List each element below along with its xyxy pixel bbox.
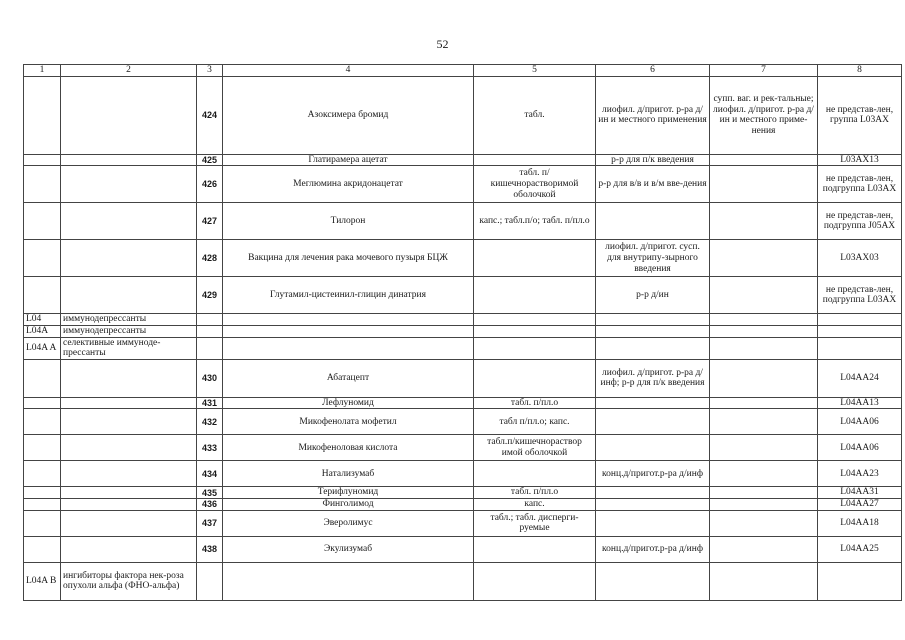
form-col7-cell <box>710 314 818 326</box>
table-row <box>24 325 902 337</box>
group-name-cell: ингибиторы фактора нек-роза опухоли альфа (ФНО-альфа) <box>61 562 197 600</box>
form-col5-cell: капс. <box>474 499 596 511</box>
group-name-cell <box>61 536 197 562</box>
form-col6-cell: конц.д/пригот.р-ра д/инф <box>596 461 710 487</box>
group-name-cell <box>61 203 197 240</box>
drug-name-cell: Лефлуномид <box>223 397 474 409</box>
group-name-cell <box>61 461 197 487</box>
table-header-row <box>24 65 902 77</box>
form-col6-cell <box>596 397 710 409</box>
form-col5-cell <box>474 461 596 487</box>
drug-name-cell: Азоксимера бромид <box>223 76 474 154</box>
form-col6-cell: р-р д/ин <box>596 277 710 314</box>
group-name-cell <box>61 154 197 166</box>
atc-note-cell: L04AA31 <box>818 487 902 499</box>
item-number-cell: 427 <box>197 203 223 240</box>
form-col5-cell <box>474 337 596 359</box>
atc-code-cell <box>24 397 61 409</box>
form-col5-cell: табл.п/кишечнораствор имой оболочкой <box>474 435 596 461</box>
atc-code-cell <box>24 409 61 435</box>
form-col7-cell <box>710 203 818 240</box>
group-name-cell <box>61 359 197 397</box>
item-number-cell <box>197 562 223 600</box>
form-col5-cell <box>474 314 596 326</box>
item-number-cell: 429 <box>197 277 223 314</box>
drug-name-cell <box>223 337 474 359</box>
atc-note-cell <box>818 337 902 359</box>
table-row <box>24 397 902 409</box>
form-col5-cell <box>474 562 596 600</box>
atc-note-cell: L03AX13 <box>818 154 902 166</box>
atc-code-cell <box>24 166 61 203</box>
form-col5-cell: табл. п/кишечнорастворимой оболочкой <box>474 166 596 203</box>
group-name-cell: иммунодепрессанты <box>61 325 197 337</box>
atc-code-cell <box>24 359 61 397</box>
header-cell-7: 7 <box>710 65 818 77</box>
group-name-cell <box>61 510 197 536</box>
form-col7-cell <box>710 359 818 397</box>
form-col7-cell <box>710 536 818 562</box>
group-name-cell <box>61 435 197 461</box>
atc-note-cell: не представ-лен, подгруппа L03AX <box>818 166 902 203</box>
table-row <box>24 499 902 511</box>
atc-code-cell <box>24 277 61 314</box>
form-col6-cell <box>596 314 710 326</box>
drug-name-cell: Микофенолата мофетил <box>223 409 474 435</box>
drug-name-cell: Натализумаб <box>223 461 474 487</box>
item-number-cell <box>197 325 223 337</box>
drug-name-cell: Меглюмина акридонацетат <box>223 166 474 203</box>
item-number-cell <box>197 314 223 326</box>
group-name-cell <box>61 76 197 154</box>
form-col5-cell <box>474 240 596 277</box>
form-col5-cell: капс.; табл.п/о; табл. п/пл.о <box>474 203 596 240</box>
header-cell-2: 2 <box>61 65 197 77</box>
form-col6-cell <box>596 487 710 499</box>
drug-name-cell: Глатирамера ацетат <box>223 154 474 166</box>
table-row <box>24 166 902 203</box>
form-col5-cell <box>474 277 596 314</box>
form-col7-cell <box>710 325 818 337</box>
item-number-cell: 434 <box>197 461 223 487</box>
atc-note-cell: L04AA18 <box>818 510 902 536</box>
table-row <box>24 277 902 314</box>
form-col7-cell <box>710 409 818 435</box>
header-cell-5: 5 <box>474 65 596 77</box>
atc-note-cell <box>818 562 902 600</box>
drug-name-cell: Финголимод <box>223 499 474 511</box>
table-row <box>24 76 902 154</box>
form-col7-cell <box>710 510 818 536</box>
form-col6-cell <box>596 435 710 461</box>
atc-code-cell <box>24 154 61 166</box>
form-col6-cell: р-р для в/в и в/м вве-дения <box>596 166 710 203</box>
group-name-cell <box>61 277 197 314</box>
form-col7-cell <box>710 499 818 511</box>
table-row <box>24 536 902 562</box>
item-number-cell: 435 <box>197 487 223 499</box>
table-row <box>24 461 902 487</box>
form-col6-cell: лиофил. д/пригот. сусп. для внутрипу-зырного введения <box>596 240 710 277</box>
item-number-cell: 432 <box>197 409 223 435</box>
drug-name-cell <box>223 314 474 326</box>
item-number-cell: 431 <box>197 397 223 409</box>
group-name-cell <box>61 397 197 409</box>
header-cell-8: 8 <box>818 65 902 77</box>
atc-note-cell: не представ-лен, подгруппа L03AX <box>818 277 902 314</box>
form-col5-cell: табл. п/пл.о <box>474 397 596 409</box>
table-row <box>24 487 902 499</box>
atc-code-cell <box>24 536 61 562</box>
form-col7-cell <box>710 397 818 409</box>
item-number-cell <box>197 337 223 359</box>
item-number-cell: 433 <box>197 435 223 461</box>
atc-note-cell: L03AX03 <box>818 240 902 277</box>
form-col5-cell: табл. <box>474 76 596 154</box>
table-row <box>24 435 902 461</box>
form-col7-cell <box>710 337 818 359</box>
form-col7-cell <box>710 461 818 487</box>
atc-code-cell <box>24 499 61 511</box>
atc-note-cell: L04AA06 <box>818 409 902 435</box>
form-col7-cell <box>710 277 818 314</box>
table-row <box>24 337 902 359</box>
form-col5-cell: табл п/пл.о; капс. <box>474 409 596 435</box>
form-col6-cell <box>596 203 710 240</box>
table-row <box>24 510 902 536</box>
form-col5-cell <box>474 536 596 562</box>
form-col5-cell: табл. п/пл.о <box>474 487 596 499</box>
item-number-cell: 428 <box>197 240 223 277</box>
form-col5-cell <box>474 154 596 166</box>
item-number-cell: 430 <box>197 359 223 397</box>
table-row <box>24 154 902 166</box>
group-name-cell <box>61 487 197 499</box>
form-col6-cell <box>596 325 710 337</box>
drug-name-cell: Глутамил-цистеинил-глицин динатрия <box>223 277 474 314</box>
table-row <box>24 240 902 277</box>
drug-name-cell: Эверолимус <box>223 510 474 536</box>
table-row <box>24 359 902 397</box>
atc-note-cell: не представ-лен, подгруппа J05AX <box>818 203 902 240</box>
form-col6-cell: лиофил. д/пригот. р-ра д/инф; р-р для п/к введения <box>596 359 710 397</box>
group-name-cell <box>61 499 197 511</box>
form-col6-cell <box>596 562 710 600</box>
group-name-cell <box>61 409 197 435</box>
item-number-cell: 426 <box>197 166 223 203</box>
drug-list-table <box>23 64 902 601</box>
atc-code-cell <box>24 435 61 461</box>
group-name-cell: селективные иммуноде-прессанты <box>61 337 197 359</box>
atc-note-cell: L04AA25 <box>818 536 902 562</box>
drug-name-cell: Вакцина для лечения рака мочевого пузыря БЦЖ <box>223 240 474 277</box>
form-col6-cell: лиофил. д/пригот. р-ра д/ин и местного применения <box>596 76 710 154</box>
form-col5-cell <box>474 325 596 337</box>
header-cell-4: 4 <box>223 65 474 77</box>
drug-name-cell: Микофеноловая кислота <box>223 435 474 461</box>
table-row <box>24 562 902 600</box>
drug-name-cell: Тилорон <box>223 203 474 240</box>
group-name-cell <box>61 240 197 277</box>
atc-code-cell <box>24 487 61 499</box>
form-col7-cell <box>710 166 818 203</box>
atc-note-cell <box>818 325 902 337</box>
form-col7-cell <box>710 435 818 461</box>
group-name-cell <box>61 166 197 203</box>
item-number-cell: 436 <box>197 499 223 511</box>
drug-name-cell: Экулизумаб <box>223 536 474 562</box>
drug-name-cell <box>223 562 474 600</box>
atc-code-cell: L04A A <box>24 337 61 359</box>
atc-code-cell <box>24 461 61 487</box>
form-col6-cell <box>596 409 710 435</box>
item-number-cell: 425 <box>197 154 223 166</box>
atc-code-cell <box>24 203 61 240</box>
form-col7-cell <box>710 487 818 499</box>
atc-note-cell: L04AA13 <box>818 397 902 409</box>
atc-code-cell <box>24 510 61 536</box>
drug-name-cell: Абатацепт <box>223 359 474 397</box>
form-col6-cell <box>596 510 710 536</box>
group-name-cell: иммунодепрессанты <box>61 314 197 326</box>
header-cell-6: 6 <box>596 65 710 77</box>
form-col7-cell <box>710 154 818 166</box>
header-cell-1: 1 <box>24 65 61 77</box>
form-col6-cell <box>596 499 710 511</box>
table-row <box>24 409 902 435</box>
table-row <box>24 314 902 326</box>
drug-name-cell <box>223 325 474 337</box>
form-col5-cell: табл.; табл. дисперги-руемые <box>474 510 596 536</box>
form-col6-cell <box>596 337 710 359</box>
form-col6-cell: р-р для п/к введения <box>596 154 710 166</box>
drug-name-cell: Терифлуномид <box>223 487 474 499</box>
atc-code-cell: L04 <box>24 314 61 326</box>
atc-note-cell <box>818 314 902 326</box>
form-col5-cell <box>474 359 596 397</box>
atc-note-cell: не представ-лен, группа L03AX <box>818 76 902 154</box>
atc-code-cell <box>24 240 61 277</box>
item-number-cell: 424 <box>197 76 223 154</box>
form-col7-cell <box>710 240 818 277</box>
atc-note-cell: L04AA23 <box>818 461 902 487</box>
atc-note-cell: L04AA06 <box>818 435 902 461</box>
atc-note-cell: L04AA24 <box>818 359 902 397</box>
form-col7-cell: супп. ваг. и рек-тальные; лиофил. д/пригот. р-ра д/ин и местного приме-нения <box>710 76 818 154</box>
atc-code-cell: L04A B <box>24 562 61 600</box>
atc-code-cell <box>24 76 61 154</box>
atc-code-cell: L04A <box>24 325 61 337</box>
header-cell-3: 3 <box>197 65 223 77</box>
form-col6-cell: конц.д/пригот.р-ра д/инф <box>596 536 710 562</box>
page-number: 52 <box>436 37 449 51</box>
item-number-cell: 437 <box>197 510 223 536</box>
atc-note-cell: L04AA27 <box>818 499 902 511</box>
item-number-cell: 438 <box>197 536 223 562</box>
table-row <box>24 203 902 240</box>
form-col7-cell <box>710 562 818 600</box>
